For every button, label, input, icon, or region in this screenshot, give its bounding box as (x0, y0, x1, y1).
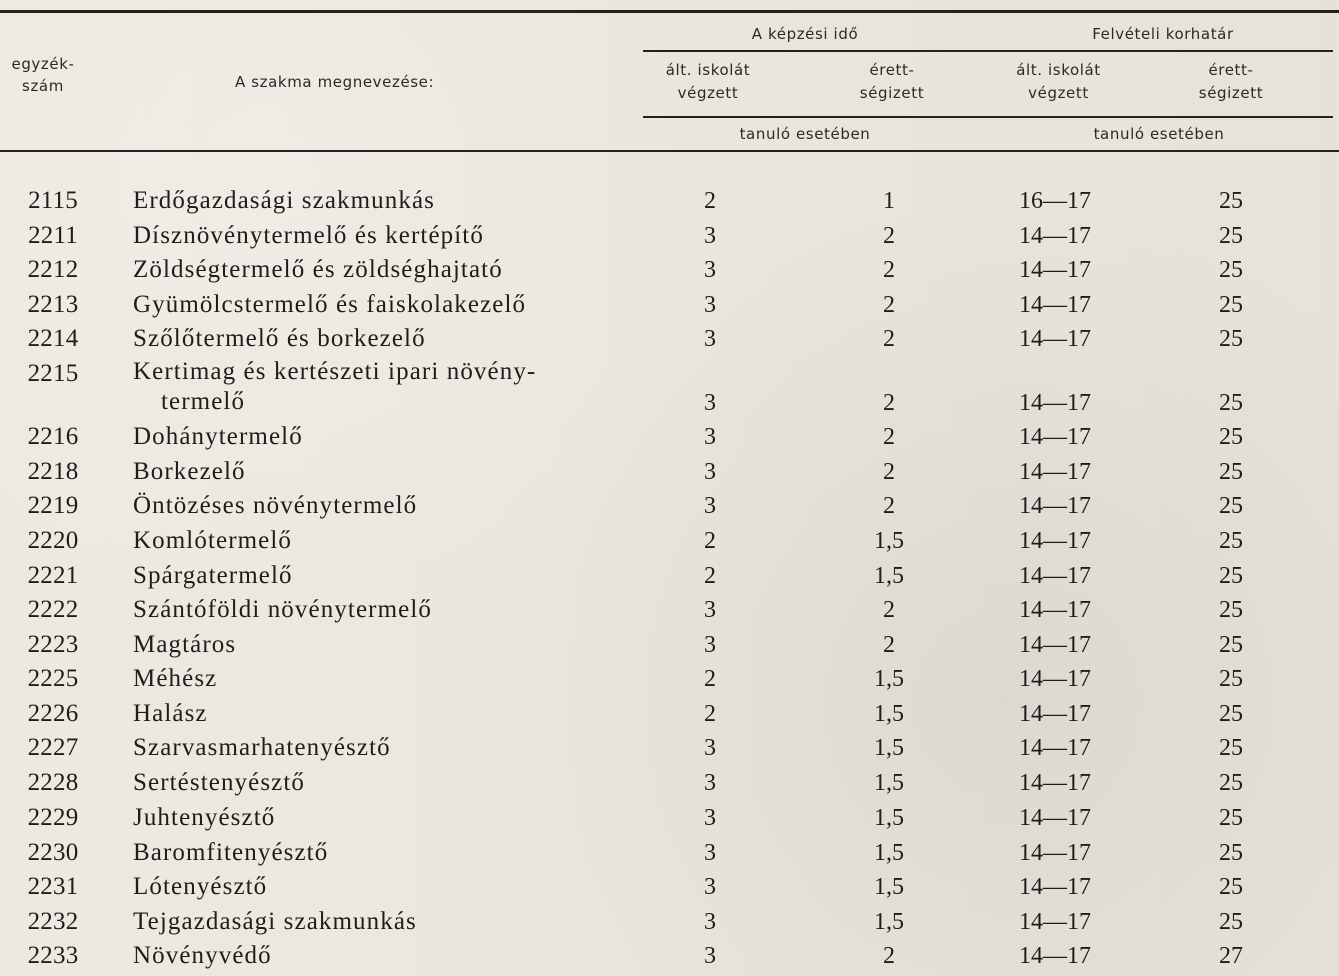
age-primary-value: 14—17 (1019, 424, 1091, 450)
registry-number: 2212 (27, 256, 79, 283)
training-primary-value: 3 (704, 390, 716, 416)
table-row (0, 662, 1339, 696)
trade-name: Szőlőtermelő és borkezelő (133, 325, 426, 352)
training-primary-value: 3 (704, 326, 716, 352)
age-primary-value: 14—17 (1019, 292, 1091, 318)
table-row (0, 184, 1339, 218)
registry-number: 2232 (27, 908, 79, 935)
table-row (0, 905, 1339, 939)
age-primary-value: 14—17 (1019, 563, 1091, 589)
registry-number: 2223 (27, 631, 79, 658)
age-matura-value: 25 (1219, 326, 1243, 352)
age-matura-value: 25 (1219, 735, 1243, 761)
age-primary-value: 14—17 (1019, 874, 1091, 900)
age-matura-value: 25 (1219, 632, 1243, 658)
registry-number-header-line-2: szám (22, 77, 64, 95)
training-matura-value: 1,5 (874, 666, 904, 692)
age-primary-value: 14—17 (1019, 770, 1091, 796)
age-primary-school-header-line-2: végzett (1028, 84, 1089, 102)
table-row (0, 593, 1339, 627)
age-matura-value: 25 (1219, 563, 1243, 589)
table-row (0, 766, 1339, 800)
training-matura-value: 1,5 (874, 735, 904, 761)
header-subgroup-rule (643, 116, 1333, 118)
table-row (0, 524, 1339, 558)
age-matura-header-line-1: érett- (1208, 61, 1254, 79)
age-matura-value: 25 (1219, 666, 1243, 692)
table-row (0, 489, 1339, 523)
admission-age-header: Felvételi korhatár (1092, 25, 1234, 43)
trade-name: Öntözéses növénytermelő (133, 492, 418, 519)
training-student-case-header: tanuló esetében (739, 125, 871, 143)
registry-number: 2229 (27, 804, 79, 831)
age-matura-value: 25 (1219, 424, 1243, 450)
age-primary-value: 14—17 (1019, 528, 1091, 554)
trade-name-line-2: termelő (161, 388, 246, 415)
registry-number: 2219 (27, 492, 79, 519)
registry-number: 2222 (27, 596, 79, 623)
age-matura-value: 25 (1219, 292, 1243, 318)
training-matura-value: 1,5 (874, 840, 904, 866)
training-matura-value: 2 (883, 943, 895, 969)
registry-number: 2220 (27, 527, 79, 554)
age-matura-value: 25 (1219, 701, 1243, 727)
training-matura-value: 1 (883, 188, 895, 214)
registry-number: 2233 (27, 942, 79, 969)
training-matura-header-line-1: érett- (869, 61, 915, 79)
age-matura-value: 25 (1219, 840, 1243, 866)
training-primary-value: 3 (704, 223, 716, 249)
header-bottom-rule (0, 150, 1339, 152)
training-matura-value: 2 (883, 223, 895, 249)
registry-number: 2227 (27, 734, 79, 761)
table-row (0, 939, 1339, 973)
table-row (0, 801, 1339, 835)
training-matura-value: 1,5 (874, 770, 904, 796)
table-row (0, 455, 1339, 489)
registry-number: 2211 (28, 222, 78, 249)
registry-number: 2228 (27, 769, 79, 796)
training-primary-value: 3 (704, 292, 716, 318)
training-primary-value: 3 (704, 459, 716, 485)
age-matura-value: 25 (1219, 770, 1243, 796)
registry-number-header-line-1: egyzék- (11, 55, 75, 73)
age-primary-value: 14—17 (1019, 909, 1091, 935)
registry-number: 2231 (27, 873, 79, 900)
age-primary-value: 14—17 (1019, 701, 1091, 727)
trade-name: Zöldségtermelő és zöldséghajtató (133, 256, 503, 283)
age-primary-value: 14—17 (1019, 459, 1091, 485)
training-primary-value: 3 (704, 257, 716, 283)
trade-name: Halász (133, 700, 208, 727)
training-matura-value: 2 (883, 424, 895, 450)
age-primary-value: 14—17 (1019, 390, 1091, 416)
table-row (0, 219, 1339, 253)
trade-name: Dísznövénytermelő és kertépítő (133, 222, 484, 249)
training-matura-value: 2 (883, 326, 895, 352)
training-matura-value: 2 (883, 257, 895, 283)
training-matura-value: 2 (883, 459, 895, 485)
training-primary-value: 3 (704, 424, 716, 450)
registry-number: 2216 (27, 423, 79, 450)
training-matura-value: 2 (883, 493, 895, 519)
trade-name: Komlótermelő (133, 527, 293, 554)
trade-name: Baromfitenyésztő (133, 839, 329, 866)
training-time-header: A képzési idő (751, 25, 859, 43)
trade-name: Dohánytermelő (133, 423, 303, 450)
registry-number: 2214 (27, 325, 79, 352)
training-matura-value: 1,5 (874, 805, 904, 831)
age-matura-value: 25 (1219, 188, 1243, 214)
header-group-rule (643, 50, 1333, 52)
training-primary-value: 3 (704, 909, 716, 935)
trade-name: Méhész (133, 665, 218, 692)
age-matura-header-line-2: ségizett (1198, 84, 1264, 102)
registry-number: 2226 (27, 700, 79, 727)
age-matura-value: 25 (1219, 390, 1243, 416)
training-primary-value: 2 (704, 528, 716, 554)
table-row (0, 357, 1339, 421)
training-matura-value: 1,5 (874, 528, 904, 554)
training-primary-value: 2 (704, 666, 716, 692)
table-row (0, 870, 1339, 904)
age-primary-value: 14—17 (1019, 632, 1091, 658)
age-matura-value: 25 (1219, 597, 1243, 623)
registry-number: 2213 (27, 291, 79, 318)
age-matura-value: 25 (1219, 528, 1243, 554)
age-student-case-header: tanuló esetében (1093, 125, 1225, 143)
age-matura-value: 25 (1219, 459, 1243, 485)
training-matura-value: 2 (883, 632, 895, 658)
table-row (0, 420, 1339, 454)
trade-name-line-1: Kertimag és kertészeti ipari növény- (133, 358, 537, 385)
age-primary-value: 14—17 (1019, 597, 1091, 623)
registry-number: 2218 (27, 458, 79, 485)
training-matura-value: 1,5 (874, 874, 904, 900)
age-primary-value: 14—17 (1019, 666, 1091, 692)
table-row (0, 288, 1339, 322)
training-primary-value: 3 (704, 632, 716, 658)
training-primary-value: 3 (704, 874, 716, 900)
training-matura-value: 2 (883, 292, 895, 318)
age-primary-value: 14—17 (1019, 257, 1091, 283)
registry-number: 2115 (28, 187, 78, 214)
age-primary-value: 14—17 (1019, 223, 1091, 249)
table-row (0, 628, 1339, 662)
trade-name: Tejgazdasági szakmunkás (133, 908, 417, 935)
training-primary-value: 3 (704, 597, 716, 623)
training-primary-school-header-line-1: ált. iskolát (665, 61, 751, 79)
trade-name: Gyümölcstermelő és faiskolakezelő (133, 291, 527, 318)
age-matura-value: 25 (1219, 874, 1243, 900)
training-primary-value: 3 (704, 735, 716, 761)
training-primary-value: 3 (704, 943, 716, 969)
trade-name: Juhtenyésztő (133, 804, 276, 831)
trade-name: Magtáros (133, 631, 237, 658)
age-primary-value: 14—17 (1019, 805, 1091, 831)
registry-number: 2215 (27, 360, 79, 387)
training-matura-value: 1,5 (874, 563, 904, 589)
age-primary-value: 14—17 (1019, 326, 1091, 352)
registry-number: 2221 (27, 562, 79, 589)
training-primary-value: 2 (704, 701, 716, 727)
registry-number: 2230 (27, 839, 79, 866)
age-primary-value: 14—17 (1019, 493, 1091, 519)
training-matura-value: 1,5 (874, 909, 904, 935)
age-matura-value: 25 (1219, 805, 1243, 831)
age-primary-value: 14—17 (1019, 840, 1091, 866)
trade-name: Borkezelő (133, 458, 246, 485)
table-row (0, 322, 1339, 356)
table-row (0, 836, 1339, 870)
training-primary-value: 3 (704, 493, 716, 519)
table-row (0, 253, 1339, 287)
age-matura-value: 25 (1219, 493, 1243, 519)
training-primary-value: 2 (704, 563, 716, 589)
trade-name: Lótenyésztő (133, 873, 268, 900)
trade-name (133, 357, 643, 417)
age-primary-value: 14—17 (1019, 735, 1091, 761)
training-primary-value: 3 (704, 840, 716, 866)
training-matura-value: 1,5 (874, 701, 904, 727)
age-matura-value: 27 (1219, 943, 1243, 969)
trade-name: Sertéstenyésztő (133, 769, 306, 796)
table-row (0, 697, 1339, 731)
age-primary-value: 16—17 (1019, 188, 1091, 214)
training-primary-value: 2 (704, 188, 716, 214)
registry-number: 2225 (27, 665, 79, 692)
age-matura-value: 25 (1219, 223, 1243, 249)
trade-name: Erdőgazdasági szakmunkás (133, 187, 435, 214)
trade-name: Növényvédő (133, 942, 272, 969)
training-matura-value: 2 (883, 597, 895, 623)
training-matura-value: 2 (883, 390, 895, 416)
training-primary-value: 3 (704, 770, 716, 796)
age-primary-value: 14—17 (1019, 943, 1091, 969)
training-primary-school-header-line-2: végzett (677, 84, 739, 102)
trade-name: Szarvasmarhatenyésztő (133, 734, 391, 761)
training-primary-value: 3 (704, 805, 716, 831)
age-matura-value: 25 (1219, 257, 1243, 283)
age-primary-school-header-line-1: ált. iskolát (1016, 61, 1101, 79)
training-matura-header-line-2: ségizett (859, 84, 925, 102)
trade-name: Spárgatermelő (133, 562, 293, 589)
age-matura-value: 25 (1219, 909, 1243, 935)
trade-name-header: A szakma megnevezése: (235, 73, 435, 91)
table-row (0, 559, 1339, 593)
trade-name: Szántóföldi növénytermelő (133, 596, 432, 623)
top-rule (0, 10, 1339, 13)
table-row (0, 731, 1339, 765)
